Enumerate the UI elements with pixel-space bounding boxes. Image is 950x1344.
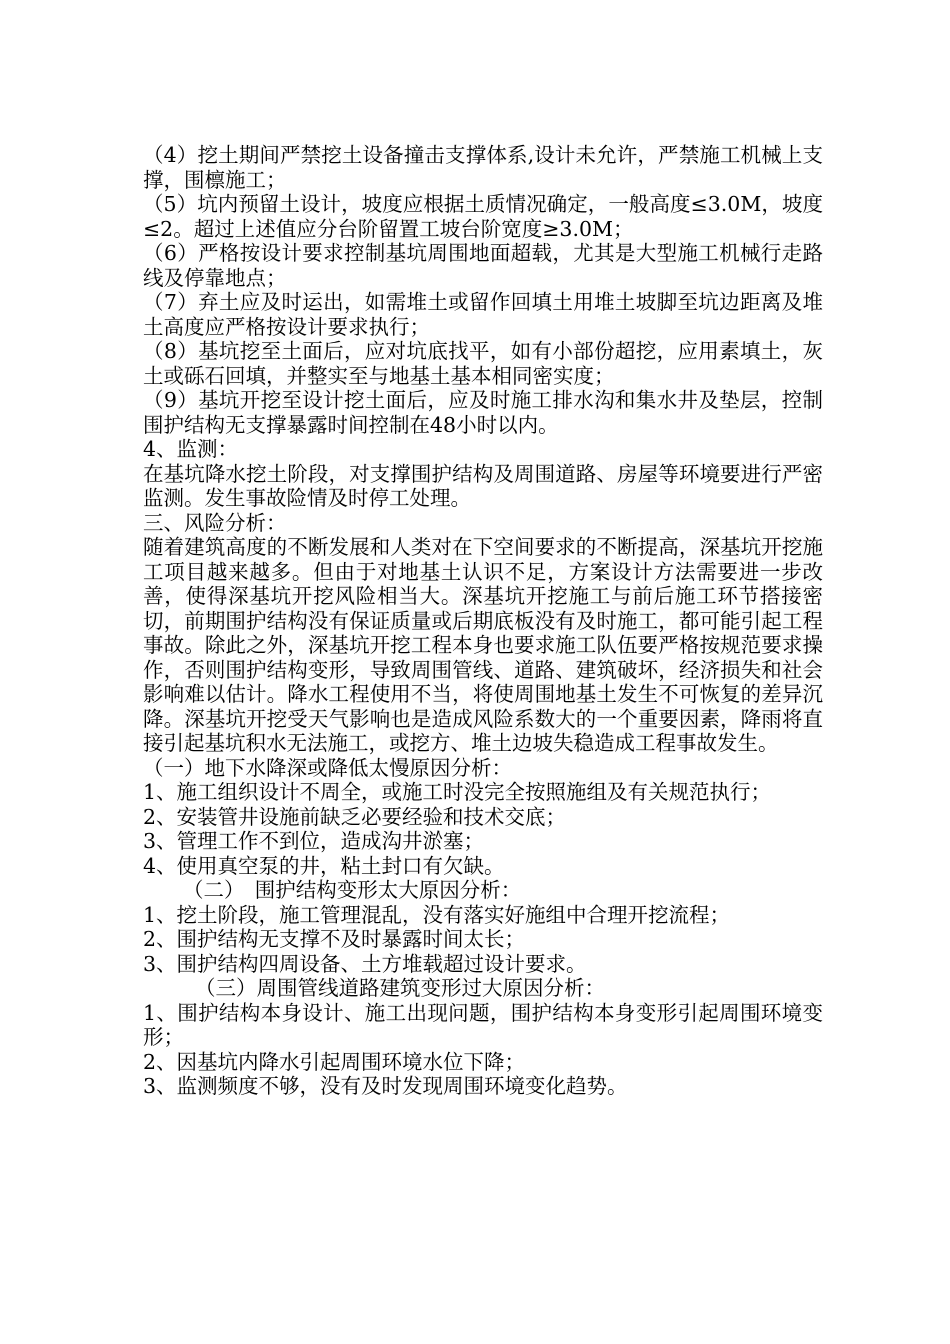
subheading-groundwater: （一）地下水降深或降低太慢原因分析： [143, 755, 512, 780]
subheading-surrounding-deformation: （三）周围管线道路建筑变形过大原因分析： [195, 976, 605, 1000]
subheading-retaining-deformation: （二） 围护结构变形太大原因分析： [183, 878, 522, 902]
list-item-groundwater-1: 1、施工组织设计不周全，或施工时没完全按照施组及有关规范执行； [143, 780, 772, 804]
list-item-groundwater-3: 3、管理工作不到位，造成沟井淤塞； [143, 829, 485, 853]
paragraph-item-4: （4）挖土期间严禁挖土设备撞击支撑体系,设计未允许，严禁施工机械上支撑，围檩施工； [143, 143, 823, 192]
paragraph-item-8: （8）基坑挖至土面后，应对坑底找平，如有小部份超挖，应用素填土，灰土或砾石回填，并整实至与地基土基本相同密实度； [143, 339, 823, 388]
section-heading-monitoring: 4、监测： [143, 437, 239, 461]
paragraph-item-7: （7）弃土应及时运出，如需堆土或留作回填土用堆土坡脚至坑边距离及堆土高度应严格按设计要求执行； [143, 290, 823, 339]
document-body [143, 143, 823, 1099]
list-item-surrounding-3: 3、监测频度不够，没有及时发现周围环境变化趋势。 [143, 1074, 628, 1098]
list-item-retaining-3: 3、围护结构四周设备、土方堆载超过设计要求。 [143, 951, 587, 976]
list-item-groundwater-4: 4、使用真空泵的井，粘土封口有欠缺。 [143, 853, 505, 878]
paragraph-item-9: （9）基坑开挖至设计挖土面后，应及时施工排水沟和集水井及垫层，控制围护结构无支撑暴露时间控制在48小时以内。 [143, 388, 823, 437]
list-item-retaining-1: 1、挖土阶段，施工管理混乱，没有落实好施组中合理开挖流程； [143, 902, 731, 927]
paragraph-monitoring: 在基坑降水挖土阶段，对支撑围护结构及周围道路、房屋等环境要进行严密监测。发生事故险情及时停工处理。 [143, 461, 823, 510]
paragraph-risk-analysis: 随着建筑高度的不断发展和人类对在下空间要求的不断提高，深基坑开挖施工项目越来越多。但由于对地基土认识不足，方案设计方法需要进一步改善，使得深基坑开挖风险相当大。深基坑开挖施工与前后施工环节搭接密切，前期围护结构没有保证质量或后期底板没有及时施工，都可能引起工程事故。除此之外，深基坑开挖工程本身也要求施工队伍要严格按规范要求操作，否则围护结构变形，导致周围管线、道路、建筑破坏，经济损失和社会影响难以估计。降水工程使用不当，将使周围地基土发生不可恢复的差异沉降。深基坑开挖受天气影响也是造成风险系数大的一个重要因素，降雨将直接引起基坑积水无法施工，或挖方、堆土边坡失稳造成工程事故发生。 [143, 535, 823, 755]
list-item-groundwater-2: 2、安装管井设施前缺乏必要经验和技术交底； [143, 804, 567, 829]
list-item-surrounding-2: 2、因基坑内降水引起周围环境水位下降； [143, 1049, 526, 1074]
list-item-retaining-2: 2、围护结构无支撑不及时暴露时间太长； [143, 927, 526, 951]
paragraph-item-5: （5）坑内预留土设计，坡度应根据土质情况确定，一般高度≤3.0M，坡度≤2。超过上述值应分台阶留置工坡台阶宽度≥3.0M； [143, 192, 823, 241]
section-heading-risk-analysis: 三、风险分析： [143, 510, 287, 535]
paragraph-item-6: （6）严格按设计要求控制基坑周围地面超载，尤其是大型施工机械行走路线及停靠地点； [143, 241, 823, 290]
list-item-surrounding-1: 1、围护结构本身设计、施工出现问题，围护结构本身变形引起周围环境变形； [143, 1000, 823, 1049]
